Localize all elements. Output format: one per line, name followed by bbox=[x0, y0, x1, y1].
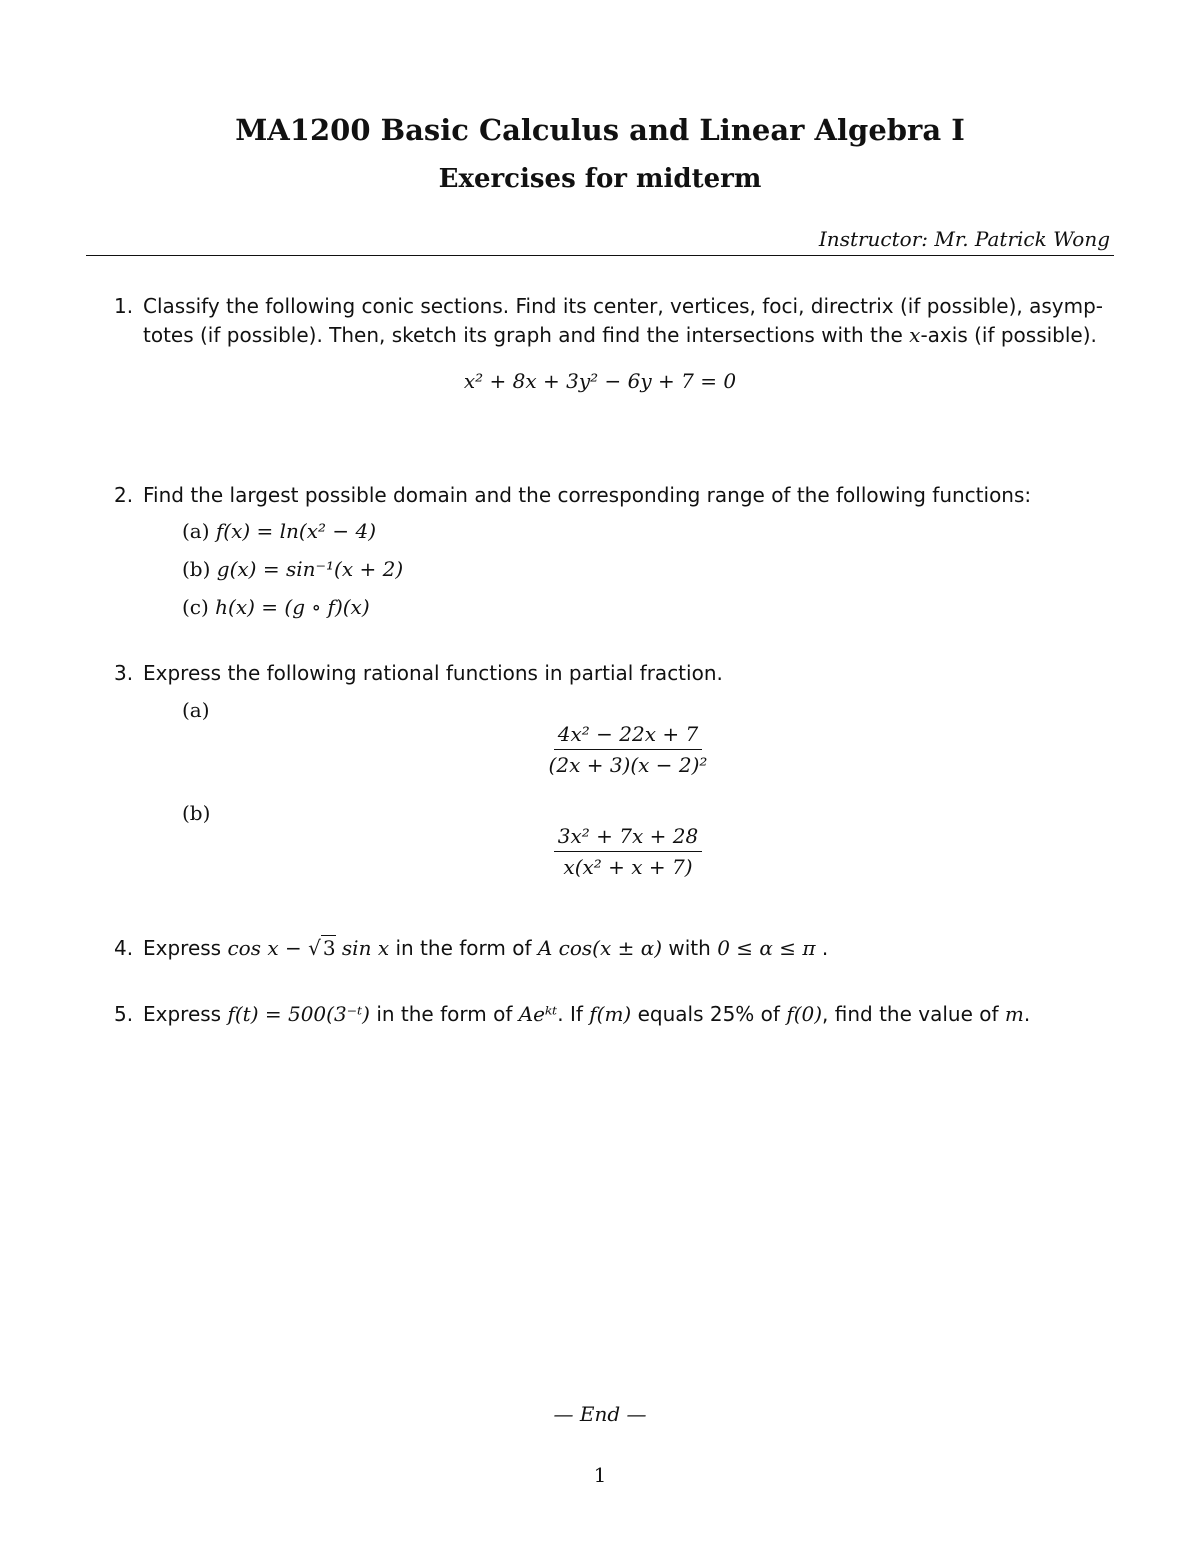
sqrt-sign: √ bbox=[308, 936, 321, 960]
text: Express bbox=[143, 936, 228, 960]
question-2-part-a bbox=[182, 517, 376, 546]
question-1-equation bbox=[0, 369, 1200, 393]
header-divider bbox=[86, 255, 1114, 256]
expression: 0 ≤ α ≤ π bbox=[717, 936, 816, 960]
part-label: (a) bbox=[182, 519, 210, 543]
text: Express bbox=[143, 1002, 228, 1026]
fraction-denominator: (2x + 3)(x − 2)² bbox=[548, 753, 708, 777]
question-2-number: 2. bbox=[114, 483, 134, 507]
expression: f(0) bbox=[786, 1002, 823, 1026]
question-4-number: 4. bbox=[114, 936, 134, 960]
question-3-part-a-label: (a) bbox=[182, 698, 210, 722]
part-expression: h(x) = (g ∘ f)(x) bbox=[215, 595, 370, 619]
question-4-text bbox=[143, 934, 828, 963]
part-label: (b) bbox=[182, 557, 211, 581]
question-5-number: 5. bbox=[114, 1002, 134, 1026]
expression: f(m) bbox=[589, 1002, 632, 1026]
equation-text: x² + 8x + 3y² − 6y + 7 = 0 bbox=[463, 369, 737, 393]
question-1-var-x: x bbox=[909, 323, 921, 347]
document-subtitle: Exercises for midterm bbox=[438, 164, 762, 194]
question-1-number: 1. bbox=[114, 294, 134, 318]
expression: Aeᵏᵗ bbox=[518, 1002, 558, 1026]
sqrt-radicand: 3 bbox=[322, 936, 336, 960]
question-3-part-b-label: (b) bbox=[182, 801, 211, 825]
question-5-text bbox=[143, 1000, 1030, 1029]
question-2-text: Find the largest possible domain and the corresponding range of the following functions: bbox=[143, 483, 1032, 507]
question-3-part-b-fraction bbox=[0, 824, 1200, 879]
part-expression: g(x) = sin⁻¹(x + 2) bbox=[216, 557, 404, 581]
page-number: 1 bbox=[593, 1463, 607, 1487]
fraction-numerator: 4x² − 22x + 7 bbox=[554, 722, 702, 750]
text: in the form of bbox=[389, 936, 538, 960]
text: . bbox=[815, 936, 829, 960]
text: . bbox=[1023, 1002, 1031, 1026]
question-3-text: Express the following rational functions in partial fraction. bbox=[143, 661, 723, 685]
expression: cos x − bbox=[227, 936, 309, 960]
question-2-part-b bbox=[182, 555, 403, 584]
question-3-number: 3. bbox=[114, 661, 134, 685]
expression: f(t) = 500(3⁻ᵗ) bbox=[227, 1002, 370, 1026]
question-1-text-post: -axis (if possible). bbox=[920, 323, 1097, 347]
end-marker: — End — bbox=[553, 1402, 647, 1426]
expression: A cos(x ± α) bbox=[537, 936, 663, 960]
text: , find the value of bbox=[822, 1002, 1005, 1026]
text: with bbox=[662, 936, 718, 960]
text: in the form of bbox=[369, 1002, 519, 1026]
fraction-denominator: x(x² + x + 7) bbox=[563, 855, 693, 879]
instructor-name: Instructor: Mr. Patrick Wong bbox=[818, 227, 1110, 251]
question-1-text-pre: totes (if possible). Then, sketch its graph and find the intersections with the bbox=[143, 323, 910, 347]
question-1-text-line-1: Classify the following conic sections. Find its center, vertices, foci, directrix (if possible), asymp- bbox=[143, 294, 1104, 318]
expression: sin x bbox=[335, 936, 390, 960]
question-2-part-c bbox=[182, 593, 370, 622]
expression: m bbox=[1004, 1002, 1024, 1026]
document-title: MA1200 Basic Calculus and Linear Algebra I bbox=[235, 113, 965, 147]
question-1-text-line-2 bbox=[143, 321, 1097, 350]
text: equals 25% of bbox=[631, 1002, 787, 1026]
part-label: (c) bbox=[182, 595, 209, 619]
question-3-part-a-fraction bbox=[0, 722, 1200, 777]
text: . If bbox=[557, 1002, 590, 1026]
part-expression: f(x) = ln(x² − 4) bbox=[215, 519, 377, 543]
fraction-numerator: 3x² + 7x + 28 bbox=[554, 824, 702, 852]
